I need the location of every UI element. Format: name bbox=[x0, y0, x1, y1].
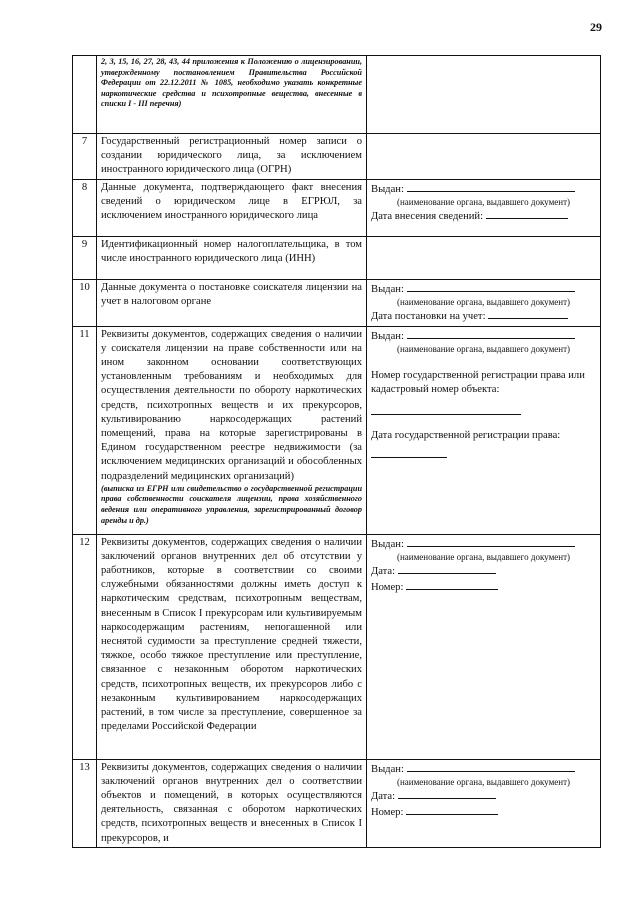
date-label: Дата: bbox=[371, 566, 396, 578]
table-row bbox=[73, 279, 601, 326]
row-number-cell bbox=[73, 236, 97, 279]
table-row bbox=[73, 56, 601, 134]
answer-cell[interactable] bbox=[367, 279, 601, 326]
answer-cell[interactable] bbox=[367, 134, 601, 180]
issuer-caption: (наименование органа, выдавшего документ) bbox=[396, 296, 571, 307]
row-number-cell bbox=[73, 326, 97, 534]
description-cell bbox=[97, 134, 367, 180]
table-row bbox=[73, 179, 601, 236]
application-form-table bbox=[72, 55, 601, 848]
issued-label: Выдан: bbox=[371, 538, 404, 550]
description-cell bbox=[97, 279, 367, 326]
description-cell bbox=[97, 759, 367, 847]
answer-cell[interactable] bbox=[367, 179, 601, 236]
row-description: Реквизиты документов, содержащих сведения о наличии заключений органов внутренних дел о соответствии объектов и помещений, в которых осуществляются деятельность, связанная с оборотом наркотических средств, психотропных веществ и внесенных в Список I прекурсоров, и bbox=[101, 761, 362, 844]
row-description: Идентификационный номер налогоплательщика, в том числе иностранного юридического лица (ИНН) bbox=[101, 238, 362, 264]
issued-label: Выдан: bbox=[371, 330, 404, 342]
row-number-cell bbox=[73, 759, 97, 847]
issued-label: Выдан: bbox=[371, 283, 404, 295]
description-cell bbox=[97, 534, 367, 759]
answer-cell[interactable] bbox=[367, 56, 601, 134]
registration-number-field[interactable] bbox=[371, 404, 521, 415]
issuer-caption: (наименование органа, выдавшего документ) bbox=[396, 196, 571, 207]
table-row bbox=[73, 326, 601, 534]
row-description: Данные документа о постановке соискателя лицензии на учет в налоговом органе bbox=[101, 281, 362, 307]
row-number-cell bbox=[73, 279, 97, 326]
description-cell bbox=[97, 326, 367, 534]
issued-label: Выдан: bbox=[371, 763, 404, 775]
date-field[interactable] bbox=[486, 208, 568, 219]
answer-cell[interactable] bbox=[367, 236, 601, 279]
issued-field[interactable] bbox=[407, 536, 575, 547]
date-field[interactable] bbox=[398, 563, 496, 574]
description-cell bbox=[97, 179, 367, 236]
row-number: 13 bbox=[79, 761, 90, 773]
answer-cell[interactable] bbox=[367, 534, 601, 759]
italic-note: 2, 3, 15, 16, 27, 28, 43, 44 приложения к Положению о лицензировании, утвержденному постановлением Правительства Российской Федерации от 22.12.2011 № 1085, необходимо указать конкретные наркотические средства и психотропные вещества, внесенные в списки I - III перечня) bbox=[101, 57, 362, 109]
issuer-caption: (наименование органа, выдавшего документ) bbox=[396, 776, 571, 787]
issued-field[interactable] bbox=[407, 328, 575, 339]
answer-cell[interactable] bbox=[367, 759, 601, 847]
date-label: Дата постановки на учет: bbox=[371, 311, 486, 323]
registration-date-field[interactable] bbox=[371, 447, 447, 458]
row-description: Данные документа, подтверждающего факт внесения сведений о юридическом лице в ЕГРЮЛ, за исключением иностранного юридического лица bbox=[101, 181, 362, 222]
number-label: Номер: bbox=[371, 807, 404, 819]
row-number: 7 bbox=[81, 136, 88, 147]
italic-note: (выписка из ЕГРН или свидетельство о государственной регистрации права собственности соискателя лицензии, права хозяйственного ведения или оперативного управления, зарегистрированный договор аренды и др.) bbox=[101, 483, 362, 525]
row-number: 11 bbox=[79, 328, 90, 340]
row-number: 8 bbox=[81, 181, 88, 193]
number-field[interactable] bbox=[406, 579, 498, 590]
row-description: Реквизиты документов, содержащих сведения о наличии заключений органов внутренних дел об отсутствии у работников, которые в соответствии со своими служебными обязанностями должны иметь доступ к наркотическим средствам, психотропным веществам, внесенным в Список I прекурсорам или культивируемым наркосодержащим растениям, непогашенной или неснятой судимости за преступление средней тяжести, тяжкое, особо тяжкое преступление или преступление, связанное с незаконным оборотом наркотических средств, психотропных веществ, их прекурсоров либо с незаконным культивированием наркосодержащих растений, в том числе за преступление, совершенное за пределами Российской Федерации bbox=[101, 536, 362, 733]
row-number: 12 bbox=[79, 536, 90, 548]
row-number-cell bbox=[73, 179, 97, 236]
issued-field[interactable] bbox=[407, 181, 575, 192]
row-description: Государственный регистрационный номер записи о создании юридического лица, за исключением иностранного юридического лица (ОГРН) bbox=[101, 136, 362, 176]
answer-cell[interactable] bbox=[367, 326, 601, 534]
table-row bbox=[73, 134, 601, 180]
table-row bbox=[73, 236, 601, 279]
issued-label: Выдан: bbox=[371, 183, 404, 195]
issued-field[interactable] bbox=[407, 761, 575, 772]
date-label: Дата: bbox=[371, 791, 396, 803]
description-cell bbox=[97, 56, 367, 134]
date-label: Дата внесения сведений: bbox=[371, 211, 484, 223]
table-row bbox=[73, 534, 601, 759]
row-number-cell bbox=[73, 56, 97, 134]
date-field[interactable] bbox=[398, 788, 496, 799]
registration-number-label: Номер государственной регистрации права или кадастровый номер объекта: bbox=[371, 370, 585, 396]
row-number-cell bbox=[73, 134, 97, 180]
issuer-caption: (наименование органа, выдавшего документ) bbox=[396, 343, 571, 354]
number-label: Номер: bbox=[371, 582, 404, 594]
row-number: 10 bbox=[79, 281, 90, 293]
spacer bbox=[371, 355, 596, 369]
issued-field[interactable] bbox=[407, 281, 575, 292]
row-description: Реквизиты документов, содержащих сведения о наличии у соискателя лицензии на праве собственности или на ином законном основании соответствующих установленным требованиям и необходимых для осуществления деятельности по обороту наркотических средств, психотропных веществ и их прекурсоров, культивированию наркосодержащих растений помещений, права на которые зарегистрированы в Едином государственном реестре недвижимости (за исключением медицинских организаций и обособленных подразделений медицинских организаций) bbox=[101, 328, 362, 482]
row-number: 9 bbox=[81, 238, 88, 250]
date-field[interactable] bbox=[488, 308, 568, 319]
registration-date-label: Дата государственной регистрации права: bbox=[371, 429, 561, 441]
description-cell bbox=[97, 236, 367, 279]
spacer bbox=[371, 417, 596, 429]
issuer-caption: (наименование органа, выдавшего документ) bbox=[396, 551, 571, 562]
page-number: 29 bbox=[590, 20, 602, 34]
row-number-cell bbox=[73, 534, 97, 759]
number-field[interactable] bbox=[406, 804, 498, 815]
table-row bbox=[73, 759, 601, 847]
